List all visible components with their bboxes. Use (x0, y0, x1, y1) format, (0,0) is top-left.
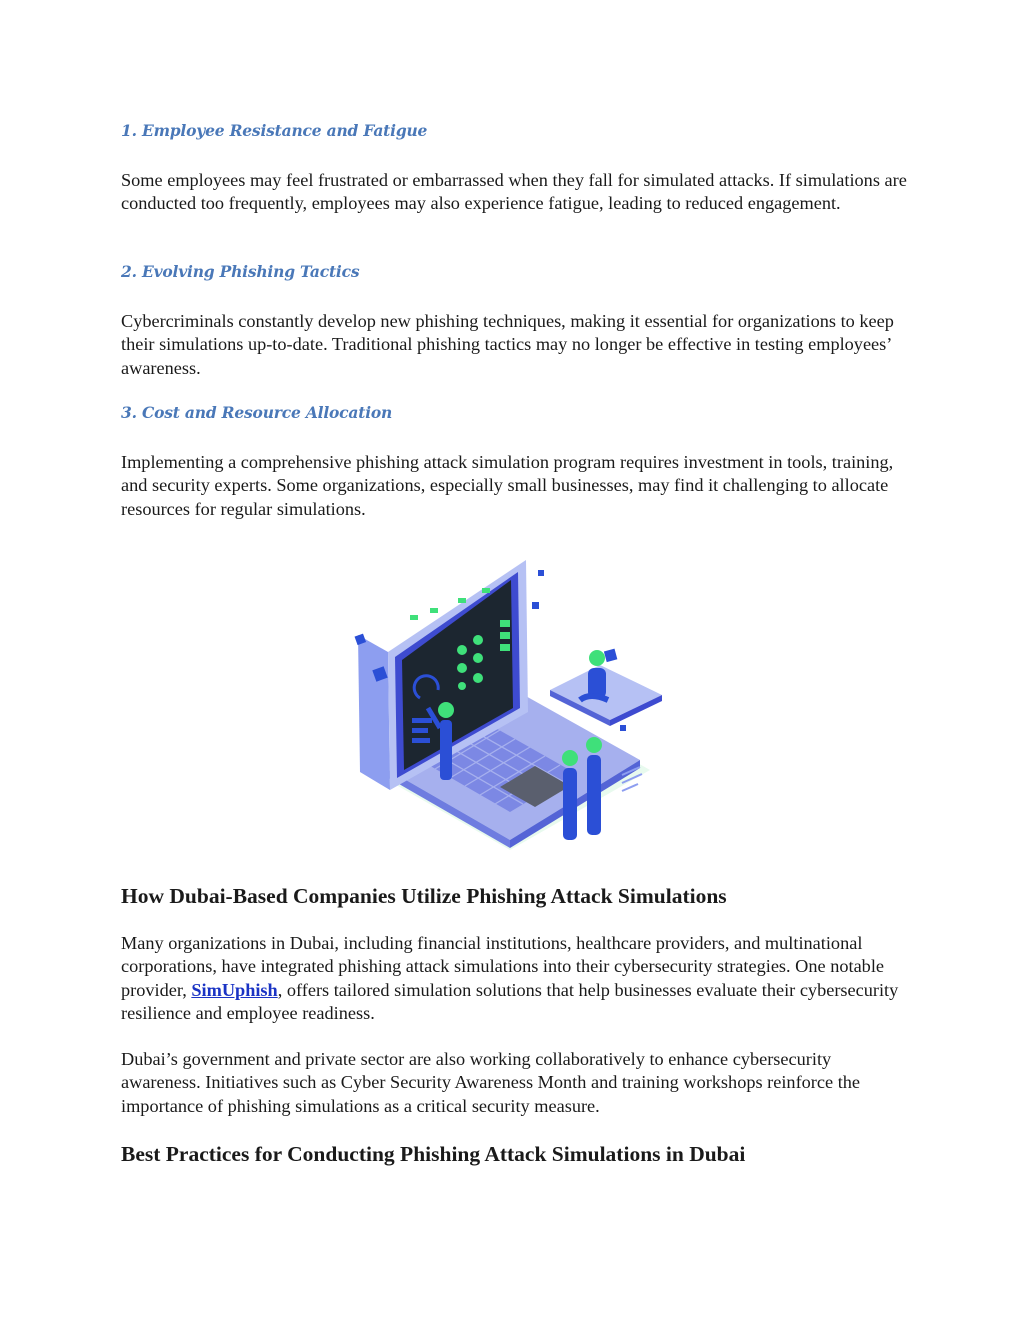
dubai-paragraph-1 (121, 932, 911, 1025)
dubai-paragraph-1-end: , offers tailored simulation solutions that help businesses evaluate their cybersecurity resilience and employee readiness. (121, 979, 899, 1023)
section-3-title: 3. Cost and Resource Allocation (121, 403, 393, 422)
laptop-phishing-illustration (350, 540, 670, 860)
simuphish-link[interactable]: SimUphish (191, 979, 278, 1000)
dubai-paragraph-2: Dubai’s government and private sector are also working collaboratively to enhance cybersecurity awareness. Initiatives such as Cyber Security Awareness Month and training workshops reinforce the importance of phishing simulations as a critical security measure. (121, 1049, 861, 1116)
dubai-heading: How Dubai-Based Companies Utilize Phishing Attack Simulations (121, 884, 727, 908)
section-2-body: Cybercriminals constantly develop new phishing techniques, making it essential for organizations to keep their simulations up-to-date. Traditional phishing tactics may no longer be effective in testing employees’ awareness. (121, 311, 894, 378)
dubai-paragraph-1-start: Many organizations in Dubai, including financial institutions, healthcare providers, and multinational corporations, have integrated phishing attack simulations into their cybersecurity strategies. One notable provider, (121, 933, 885, 1000)
section-1-title: 1. Employee Resistance and Fatigue (121, 121, 428, 140)
section-3-body: Implementing a comprehensive phishing attack simulation program requires investment in tools, training, and security experts. Some organizations, especially small businesses, may find it challenging to allocate resources for regular simulations. (121, 452, 894, 519)
section-1-body: Some employees may feel frustrated or embarrassed when they fall for simulated attacks. If simulations are conducted too frequently, employees may also experience fatigue, leading to reduced engagement. (121, 170, 907, 214)
best-practices-heading: Best Practices for Conducting Phishing Attack Simulations in Dubai (121, 1142, 746, 1166)
section-2-title: 2. Evolving Phishing Tactics (121, 262, 360, 281)
